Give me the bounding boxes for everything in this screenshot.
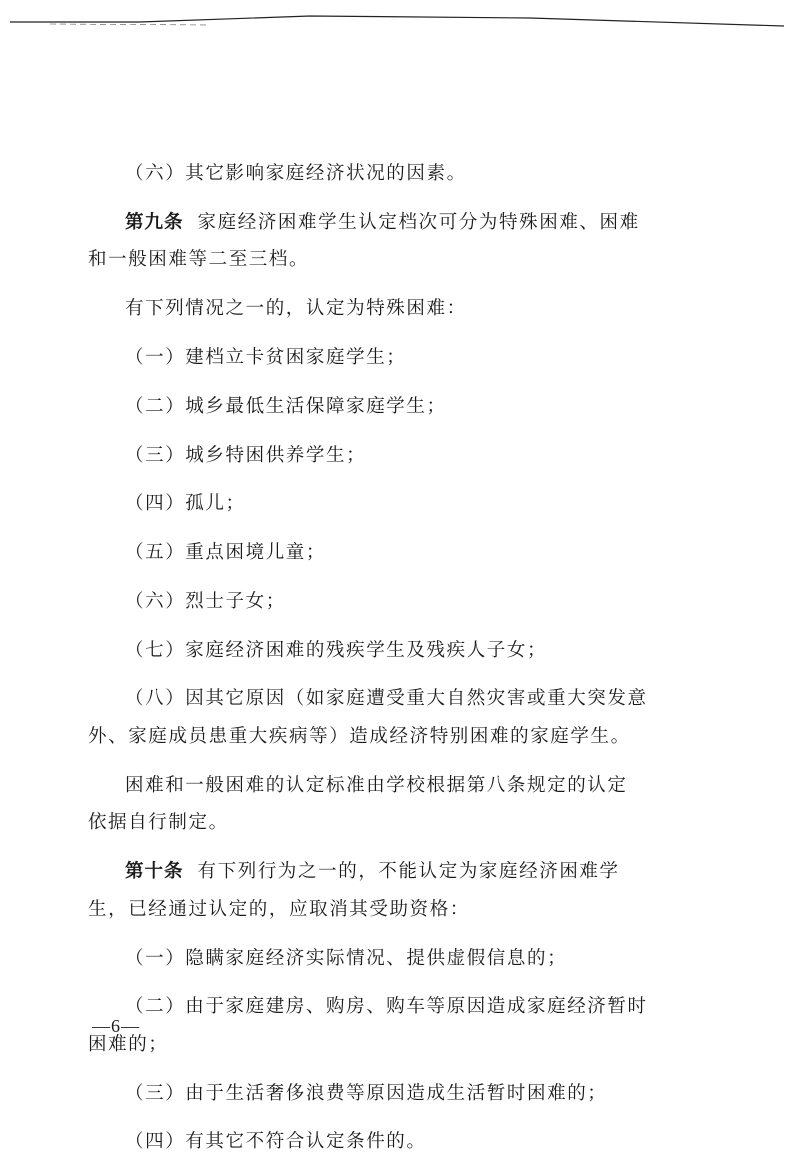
text-line: （一）建档立卡贫困家庭学生； [125, 346, 407, 368]
document-body [88, 155, 688, 1172]
list-item [88, 680, 688, 755]
text-line: 第十条 有下列行为之一的，不能认定为家庭经济困难学 [125, 861, 620, 883]
article-9-paragraph [88, 204, 688, 279]
list-item [88, 1075, 688, 1113]
paragraph [88, 290, 688, 328]
text-line: （三）由于生活奢侈浪费等原因造成生活暂时困难的； [125, 1082, 608, 1104]
text-line: （六）烈士子女； [125, 590, 286, 612]
article-10-label: 第十条 [125, 861, 184, 883]
list-item [88, 583, 688, 621]
text-line: 外、家庭成员患重大疾病等）造成经济特别困难的家庭学生。 [88, 726, 631, 747]
paragraph [88, 155, 688, 193]
text-line: （二）城乡最低生活保障家庭学生； [125, 395, 447, 417]
text-line: 有下列情况之一的，认定为特殊困难： [125, 298, 467, 320]
text-line: （六）其它影响家庭经济状况的因素。 [125, 163, 467, 184]
page-number: —6— [92, 1016, 140, 1036]
text-line: （四）孤儿； [125, 493, 246, 515]
article-10-paragraph [88, 853, 688, 928]
text-line: （七）家庭经济困难的残疾学生及残疾人子女； [125, 639, 548, 661]
scan-edge-line [10, 12, 784, 30]
text-line: 困难的； [88, 1033, 169, 1055]
list-item [88, 940, 688, 978]
list-item [88, 1123, 688, 1161]
text-line: （二）由于家庭建房、购房、购车等原因造成家庭经济暂时 [125, 996, 648, 1018]
text-line: 第九条 家庭经济困难学生认定档次可分为特殊困难、困难 [125, 211, 640, 233]
text-line: （五）重点困境儿童； [125, 542, 327, 564]
text-line: 依据自行制定。 [88, 812, 229, 834]
text-line: 和一般困难等二至三档。 [88, 249, 310, 271]
list-item [88, 388, 688, 426]
text-line: （四）有其它不符合认定条件的。 [125, 1131, 427, 1153]
text-line: 困难和一般困难的认定标准由学校根据第八条规定的认定 [125, 774, 628, 796]
text-line: （一）隐瞒家庭经济实际情况、提供虚假信息的； [125, 947, 568, 969]
list-item [88, 437, 688, 475]
list-item [88, 534, 688, 572]
paragraph [88, 767, 688, 842]
list-item [88, 339, 688, 377]
text-line: （三）城乡特困供养学生； [125, 444, 367, 466]
text-line: （八）因其它原因（如家庭遭受重大自然灾害或重大突发意 [125, 688, 648, 710]
list-item [88, 632, 688, 670]
list-item [88, 485, 688, 523]
article-9-label: 第九条 [125, 211, 184, 233]
list-item [88, 988, 688, 1063]
text-line: 生，已经通过认定的，应取消其受助资格： [88, 898, 470, 920]
